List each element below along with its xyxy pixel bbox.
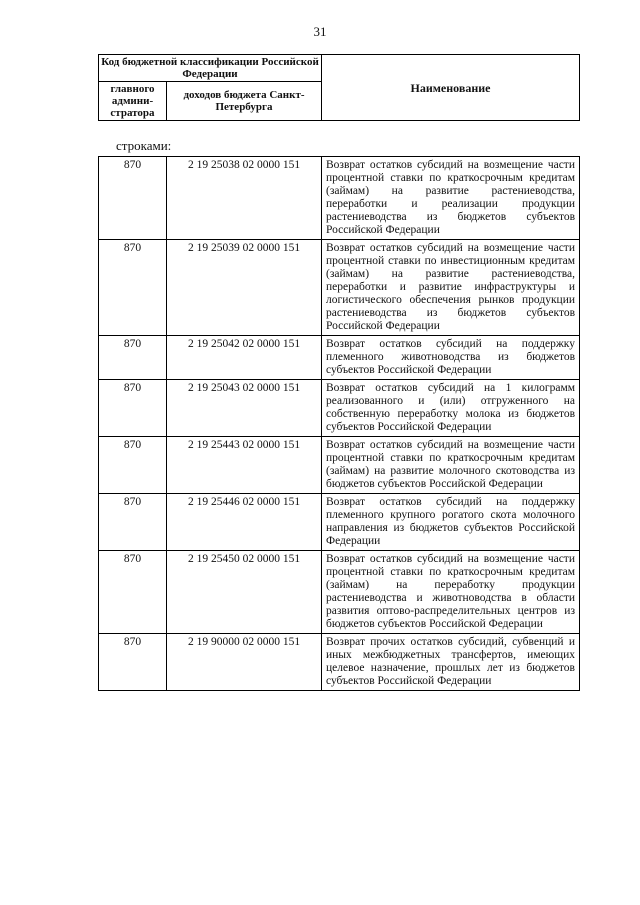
admin-code: 870 [99, 336, 167, 380]
table-row [99, 437, 580, 494]
income-code: 2 19 90000 02 0000 151 [167, 634, 322, 691]
table-row [99, 551, 580, 634]
admin-code: 870 [99, 380, 167, 437]
intro-text: строками: [116, 138, 172, 153]
description: Возврат остатков субсидий на возмещение части процентной ставки по краткосрочным кредитам (займам) на развитие растениеводства, переработки и реализации продукции растениеводства из бюджетов субъектов Российской Федерации [322, 157, 580, 240]
description: Возврат остатков субсидий на поддержку племенного крупного рогатого скота молочного направления из бюджетов субъектов Российской Федерации [322, 494, 580, 551]
admin-code: 870 [99, 634, 167, 691]
header-group-title: Код бюджетной классификации Российской Федерации [99, 55, 322, 82]
income-code: 2 19 25443 02 0000 151 [167, 437, 322, 494]
income-code: 2 19 25446 02 0000 151 [167, 494, 322, 551]
table-row [99, 380, 580, 437]
description: Возврат остатков субсидий на возмещение части процентной ставки по инвестиционным кредитам (займам) на развитие растениеводства, переработки и развитие инфраструктуры и логистического обеспечения рынков продукции растениеводства из бюджетов субъектов Российской Федерации [322, 240, 580, 336]
admin-code: 870 [99, 551, 167, 634]
income-code: 2 19 25043 02 0000 151 [167, 380, 322, 437]
admin-code: 870 [99, 157, 167, 240]
admin-code: 870 [99, 240, 167, 336]
income-code: 2 19 25039 02 0000 151 [167, 240, 322, 336]
admin-code: 870 [99, 494, 167, 551]
table-row [99, 634, 580, 691]
table-row [99, 240, 580, 336]
header-name: Наименование [322, 55, 580, 121]
income-code: 2 19 25042 02 0000 151 [167, 336, 322, 380]
description: Возврат прочих остатков субсидий, субвенций и иных межбюджетных трансфертов, имеющих целевое назначение, прошлых лет из бюджетов субъектов Российской Федерации [322, 634, 580, 691]
income-code: 2 19 25450 02 0000 151 [167, 551, 322, 634]
admin-code: 870 [99, 437, 167, 494]
header-admin: главного админи-стратора [99, 82, 167, 121]
budget-table [98, 156, 580, 691]
description: Возврат остатков субсидий на возмещение части процентной ставки по краткосрочным кредитам (займам) на переработку продукции растениеводства и животноводства в области развития оптово-распределительных центров из бюджетов субъектов Российской Федерации [322, 551, 580, 634]
description: Возврат остатков субсидий на поддержку племенного животноводства из бюджетов субъектов Российской Федерации [322, 336, 580, 380]
table-row [99, 157, 580, 240]
header-income: доходов бюджета Санкт-Петербурга [167, 82, 322, 121]
income-code: 2 19 25038 02 0000 151 [167, 157, 322, 240]
description: Возврат остатков субсидий на возмещение части процентной ставки по краткосрочным кредитам (займам) на развитие молочного скотоводства из бюджетов субъектов Российской Федерации [322, 437, 580, 494]
page-number: 31 [313, 24, 327, 39]
description: Возврат остатков субсидий на 1 килограмм реализованного и (или) отгруженного на собственную переработку молока из бюджетов субъектов Российской Федерации [322, 380, 580, 437]
table-row [99, 336, 580, 380]
header-table [98, 54, 580, 121]
table-row [99, 494, 580, 551]
